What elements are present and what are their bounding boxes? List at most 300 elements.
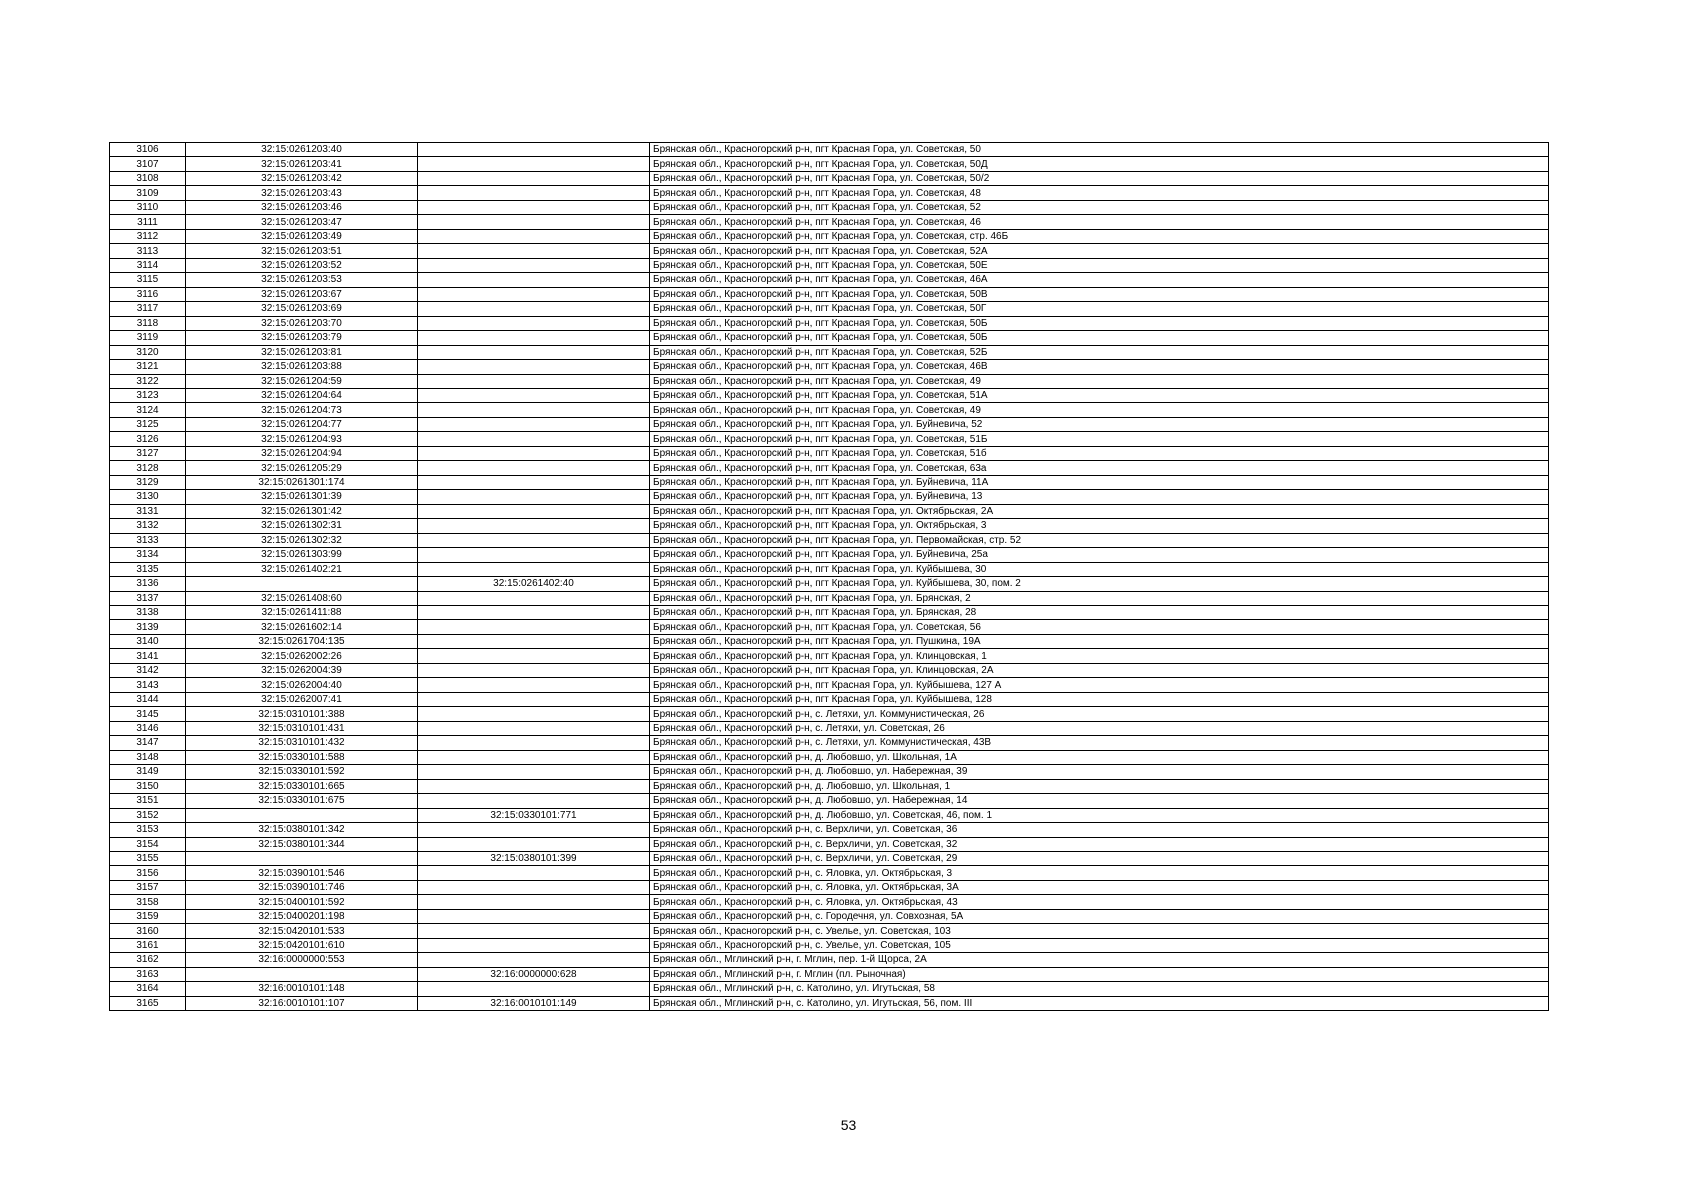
table-row (110, 186, 1549, 200)
premises-cadastral-number-cell (418, 533, 650, 547)
premises-cadastral-number-cell (418, 331, 650, 345)
table-row (110, 273, 1549, 287)
table-row (110, 953, 1549, 967)
table-row (110, 360, 1549, 374)
row-number: 3138 (110, 606, 186, 620)
address-cell: Брянская обл., Красногорский р-н, пгт Красная Гора, ул. Советская, 56 (650, 620, 1549, 634)
premises-cadastral-number-cell (418, 302, 650, 316)
cadastral-number-cell: 32:15:0330101:588 (186, 750, 418, 764)
address-cell: Брянская обл., Красногорский р-н, пгт Красная Гора, ул. Советская, 51А (650, 388, 1549, 402)
address-cell: Брянская обл., Мглинский р-н, с. Католино, ул. Игутьская, 56, пом. III (650, 996, 1549, 1010)
row-number: 3139 (110, 620, 186, 634)
premises-cadastral-number-cell (418, 403, 650, 417)
address-cell: Брянская обл., Красногорский р-н, пгт Красная Гора, ул. Куйбышева, 30 (650, 562, 1549, 576)
address-cell: Брянская обл., Красногорский р-н, пгт Красная Гора, ул. Советская, 46В (650, 360, 1549, 374)
address-cell: Брянская обл., Красногорский р-н, с. Летяхи, ул. Коммунистическая, 43В (650, 736, 1549, 750)
address-cell: Брянская обл., Красногорский р-н, пгт Красная Гора, ул. Советская, 50Б (650, 331, 1549, 345)
row-number: 3164 (110, 982, 186, 996)
premises-cadastral-number-cell (418, 837, 650, 851)
premises-cadastral-number-cell (418, 186, 650, 200)
premises-cadastral-number-cell (418, 924, 650, 938)
premises-cadastral-number-cell (418, 721, 650, 735)
premises-cadastral-number-cell (418, 374, 650, 388)
premises-cadastral-number-cell (418, 244, 650, 258)
address-cell: Брянская обл., Красногорский р-н, пгт Красная Гора, ул. Советская, 50Д (650, 157, 1549, 171)
row-number: 3127 (110, 446, 186, 460)
row-number: 3134 (110, 548, 186, 562)
table-row (110, 678, 1549, 692)
address-cell: Брянская обл., Красногорский р-н, пгт Красная Гора, ул. Буйневича, 11А (650, 475, 1549, 489)
cadastral-number-cell: 32:15:0262004:40 (186, 678, 418, 692)
address-cell: Брянская обл., Красногорский р-н, пгт Красная Гора, ул. Клинцовская, 1 (650, 649, 1549, 663)
table-row (110, 765, 1549, 779)
cadastral-number-cell: 32:15:0261204:94 (186, 446, 418, 460)
row-number: 3124 (110, 403, 186, 417)
table-row (110, 316, 1549, 330)
row-number: 3141 (110, 649, 186, 663)
premises-cadastral-number-cell (418, 446, 650, 460)
table-row (110, 866, 1549, 880)
address-cell: Брянская обл., Красногорский р-н, д. Любовшо, ул. Школьная, 1А (650, 750, 1549, 764)
cadastral-number-cell: 32:15:0262002:26 (186, 649, 418, 663)
table-row (110, 548, 1549, 562)
table-row (110, 736, 1549, 750)
cadastral-number-cell: 32:15:0261408:60 (186, 591, 418, 605)
premises-cadastral-number-cell (418, 794, 650, 808)
address-cell: Брянская обл., Красногорский р-н, пгт Красная Гора, ул. Советская, 46 (650, 215, 1549, 229)
row-number: 3109 (110, 186, 186, 200)
row-number: 3150 (110, 779, 186, 793)
table-row (110, 823, 1549, 837)
table-row (110, 692, 1549, 706)
cadastral-number-cell (186, 577, 418, 591)
cadastral-number-cell: 32:15:0390101:546 (186, 866, 418, 880)
cadastral-number-cell: 32:15:0380101:344 (186, 837, 418, 851)
cadastral-number-cell: 32:15:0261204:59 (186, 374, 418, 388)
cadastral-number-cell: 32:15:0261204:73 (186, 403, 418, 417)
table-row (110, 880, 1549, 894)
row-number: 3154 (110, 837, 186, 851)
table-row (110, 215, 1549, 229)
row-number: 3161 (110, 938, 186, 952)
row-number: 3140 (110, 634, 186, 648)
address-cell: Брянская обл., Красногорский р-н, пгт Красная Гора, ул. Советская, 51б (650, 446, 1549, 460)
row-number: 3118 (110, 316, 186, 330)
cadastral-number-cell: 32:16:0010101:148 (186, 982, 418, 996)
cadastral-number-cell: 32:15:0261203:49 (186, 229, 418, 243)
table-row (110, 388, 1549, 402)
premises-cadastral-number-cell (418, 519, 650, 533)
address-cell: Брянская обл., Красногорский р-н, пгт Красная Гора, ул. Советская, 48 (650, 186, 1549, 200)
cadastral-number-cell: 32:15:0261301:174 (186, 475, 418, 489)
address-cell: Брянская обл., Красногорский р-н, пгт Красная Гора, ул. Советская, 63а (650, 461, 1549, 475)
table-row (110, 461, 1549, 475)
premises-cadastral-number-cell (418, 171, 650, 185)
address-cell: Брянская обл., Красногорский р-н, с. Летяхи, ул. Советская, 26 (650, 721, 1549, 735)
cadastral-number-cell: 32:15:0261203:41 (186, 157, 418, 171)
premises-cadastral-number-cell (418, 360, 650, 374)
address-cell: Брянская обл., Красногорский р-н, пгт Красная Гора, ул. Советская, 52Б (650, 345, 1549, 359)
premises-cadastral-number-cell (418, 548, 650, 562)
cadastral-number-cell: 32:15:0261205:29 (186, 461, 418, 475)
row-number: 3115 (110, 273, 186, 287)
row-number: 3112 (110, 229, 186, 243)
cadastral-number-cell (186, 967, 418, 981)
cadastral-number-cell: 32:15:0262004:39 (186, 663, 418, 677)
cadastral-number-cell: 32:15:0261203:70 (186, 316, 418, 330)
premises-cadastral-number-cell (418, 692, 650, 706)
table-row (110, 504, 1549, 518)
premises-cadastral-number-cell: 32:16:0000000:628 (418, 967, 650, 981)
address-cell: Брянская обл., Красногорский р-н, пгт Красная Гора, ул. Советская, 50Е (650, 258, 1549, 272)
premises-cadastral-number-cell: 32:15:0261402:40 (418, 577, 650, 591)
row-number: 3125 (110, 417, 186, 431)
cadastral-number-cell: 32:15:0261203:53 (186, 273, 418, 287)
premises-cadastral-number-cell (418, 143, 650, 157)
row-number: 3106 (110, 143, 186, 157)
premises-cadastral-number-cell (418, 345, 650, 359)
premises-cadastral-number-cell (418, 215, 650, 229)
address-cell: Брянская обл., Красногорский р-н, пгт Красная Гора, ул. Первомайская, стр. 52 (650, 533, 1549, 547)
table-row (110, 302, 1549, 316)
address-cell: Брянская обл., Мглинский р-н, г. Мглин (пл. Рыночная) (650, 967, 1549, 981)
row-number: 3148 (110, 750, 186, 764)
table-row (110, 331, 1549, 345)
address-cell: Брянская обл., Красногорский р-н, пгт Красная Гора, ул. Советская, стр. 46Б (650, 229, 1549, 243)
cadastral-number-cell: 32:15:0262007:41 (186, 692, 418, 706)
table-row (110, 229, 1549, 243)
table-row (110, 562, 1549, 576)
cadastral-number-cell: 32:15:0261203:42 (186, 171, 418, 185)
row-number: 3135 (110, 562, 186, 576)
cadastral-number-cell: 32:15:0261204:93 (186, 432, 418, 446)
address-cell: Брянская обл., Красногорский р-н, д. Любовшо, ул. Школьная, 1 (650, 779, 1549, 793)
address-cell: Брянская обл., Красногорский р-н, пгт Красная Гора, ул. Клинцовская, 2А (650, 663, 1549, 677)
address-cell: Брянская обл., Красногорский р-н, пгт Красная Гора, ул. Брянская, 2 (650, 591, 1549, 605)
address-cell: Брянская обл., Красногорский р-н, пгт Красная Гора, ул. Октябрьская, 2А (650, 504, 1549, 518)
row-number: 3158 (110, 895, 186, 909)
premises-cadastral-number-cell (418, 895, 650, 909)
address-cell: Брянская обл., Красногорский р-н, д. Любовшо, ул. Набережная, 39 (650, 765, 1549, 779)
table-row (110, 707, 1549, 721)
premises-cadastral-number-cell (418, 388, 650, 402)
premises-cadastral-number-cell (418, 953, 650, 967)
address-cell: Брянская обл., Мглинский р-н, с. Католино, ул. Игутьская, 58 (650, 982, 1549, 996)
address-cell: Брянская обл., Красногорский р-н, с. Верхличи, ул. Советская, 29 (650, 851, 1549, 865)
cadastral-number-cell: 32:15:0420101:610 (186, 938, 418, 952)
table-row (110, 475, 1549, 489)
row-number: 3157 (110, 880, 186, 894)
row-number: 3159 (110, 909, 186, 923)
cadastral-number-cell: 32:15:0261203:46 (186, 200, 418, 214)
premises-cadastral-number-cell (418, 461, 650, 475)
row-number: 3156 (110, 866, 186, 880)
table-row (110, 967, 1549, 981)
cadastral-number-cell: 32:15:0261402:21 (186, 562, 418, 576)
row-number: 3133 (110, 533, 186, 547)
table-row (110, 909, 1549, 923)
row-number: 3142 (110, 663, 186, 677)
table-row (110, 533, 1549, 547)
row-number: 3136 (110, 577, 186, 591)
cadastral-number-cell: 32:15:0261302:32 (186, 533, 418, 547)
address-cell: Брянская обл., Красногорский р-н, с. Летяхи, ул. Коммунистическая, 26 (650, 707, 1549, 721)
table-row (110, 837, 1549, 851)
table-row (110, 446, 1549, 460)
premises-cadastral-number-cell (418, 823, 650, 837)
table-row (110, 577, 1549, 591)
cadastral-number-cell: 32:15:0330101:592 (186, 765, 418, 779)
table-row (110, 287, 1549, 301)
premises-cadastral-number-cell (418, 200, 650, 214)
row-number: 3160 (110, 924, 186, 938)
premises-cadastral-number-cell (418, 432, 650, 446)
row-number: 3113 (110, 244, 186, 258)
premises-cadastral-number-cell (418, 417, 650, 431)
table-row (110, 996, 1549, 1010)
table-row (110, 721, 1549, 735)
address-cell: Брянская обл., Красногорский р-н, с. Городечня, ул. Совхозная, 5А (650, 909, 1549, 923)
row-number: 3110 (110, 200, 186, 214)
premises-cadastral-number-cell (418, 620, 650, 634)
cadastral-number-cell: 32:15:0261203:43 (186, 186, 418, 200)
address-cell: Брянская обл., Красногорский р-н, с. Яловка, ул. Октябрьская, 3А (650, 880, 1549, 894)
table-row (110, 895, 1549, 909)
row-number: 3143 (110, 678, 186, 692)
table-row (110, 345, 1549, 359)
table-row (110, 403, 1549, 417)
table-row (110, 143, 1549, 157)
row-number: 3114 (110, 258, 186, 272)
cadastral-number-cell (186, 851, 418, 865)
table-row (110, 649, 1549, 663)
cadastral-number-cell: 32:15:0261203:40 (186, 143, 418, 157)
cadastral-number-cell: 32:15:0310101:388 (186, 707, 418, 721)
row-number: 3149 (110, 765, 186, 779)
row-number: 3151 (110, 794, 186, 808)
table-row (110, 634, 1549, 648)
premises-cadastral-number-cell (418, 866, 650, 880)
address-cell: Брянская обл., Красногорский р-н, с. Яловка, ул. Октябрьская, 3 (650, 866, 1549, 880)
premises-cadastral-number-cell (418, 634, 650, 648)
address-cell: Брянская обл., Красногорский р-н, пгт Красная Гора, ул. Советская, 52А (650, 244, 1549, 258)
address-cell: Брянская обл., Красногорский р-н, с. Верхличи, ул. Советская, 36 (650, 823, 1549, 837)
premises-cadastral-number-cell (418, 707, 650, 721)
premises-cadastral-number-cell (418, 490, 650, 504)
row-number: 3153 (110, 823, 186, 837)
table-row (110, 924, 1549, 938)
row-number: 3146 (110, 721, 186, 735)
table-row (110, 417, 1549, 431)
premises-cadastral-number-cell (418, 938, 650, 952)
cadastral-number-cell: 32:15:0261303:99 (186, 548, 418, 562)
table-row (110, 938, 1549, 952)
address-cell: Брянская обл., Красногорский р-н, пгт Красная Гора, ул. Брянская, 28 (650, 606, 1549, 620)
address-cell: Брянская обл., Красногорский р-н, пгт Красная Гора, ул. Советская, 49 (650, 403, 1549, 417)
premises-cadastral-number-cell (418, 258, 650, 272)
row-number: 3122 (110, 374, 186, 388)
table-row (110, 157, 1549, 171)
address-cell: Брянская обл., Красногорский р-н, пгт Красная Гора, ул. Октябрьская, 3 (650, 519, 1549, 533)
table-row (110, 779, 1549, 793)
address-cell: Брянская обл., Красногорский р-н, пгт Красная Гора, ул. Советская, 46А (650, 273, 1549, 287)
table-row (110, 851, 1549, 865)
cadastral-number-cell: 32:15:0261411:88 (186, 606, 418, 620)
premises-cadastral-number-cell (418, 475, 650, 489)
address-cell: Брянская обл., Красногорский р-н, д. Любовшо, ул. Советская, 46, пом. 1 (650, 808, 1549, 822)
cadastral-number-cell: 32:15:0261602:14 (186, 620, 418, 634)
cadastral-number-cell: 32:16:0000000:553 (186, 953, 418, 967)
table-row (110, 374, 1549, 388)
address-cell: Брянская обл., Красногорский р-н, д. Любовшо, ул. Набережная, 14 (650, 794, 1549, 808)
row-number: 3108 (110, 171, 186, 185)
cadastral-number-cell (186, 808, 418, 822)
cadastral-number-cell: 32:15:0261301:42 (186, 504, 418, 518)
row-number: 3107 (110, 157, 186, 171)
address-cell: Брянская обл., Красногорский р-н, пгт Красная Гора, ул. Советская, 51Б (650, 432, 1549, 446)
row-number: 3144 (110, 692, 186, 706)
row-number: 3116 (110, 287, 186, 301)
row-number: 3128 (110, 461, 186, 475)
cadastral-number-cell: 32:15:0310101:432 (186, 736, 418, 750)
cadastral-number-cell: 32:15:0261203:47 (186, 215, 418, 229)
address-cell: Брянская обл., Красногорский р-н, с. Верхличи, ул. Советская, 32 (650, 837, 1549, 851)
row-number: 3147 (110, 736, 186, 750)
premises-cadastral-number-cell (418, 316, 650, 330)
cadastral-number-cell: 32:15:0261704:135 (186, 634, 418, 648)
row-number: 3137 (110, 591, 186, 605)
table-row (110, 171, 1549, 185)
address-cell: Брянская обл., Красногорский р-н, пгт Красная Гора, ул. Советская, 50В (650, 287, 1549, 301)
address-cell: Брянская обл., Красногорский р-н, пгт Красная Гора, ул. Куйбышева, 128 (650, 692, 1549, 706)
premises-cadastral-number-cell (418, 779, 650, 793)
row-number: 3132 (110, 519, 186, 533)
cadastral-number-cell: 32:15:0390101:746 (186, 880, 418, 894)
cadastral-number-cell: 32:15:0261203:81 (186, 345, 418, 359)
row-number: 3165 (110, 996, 186, 1010)
cadastral-number-cell: 32:15:0330101:675 (186, 794, 418, 808)
premises-cadastral-number-cell: 32:16:0010101:149 (418, 996, 650, 1010)
cadastral-number-cell: 32:15:0400101:592 (186, 895, 418, 909)
premises-cadastral-number-cell (418, 273, 650, 287)
row-number: 3155 (110, 851, 186, 865)
row-number: 3145 (110, 707, 186, 721)
row-number: 3119 (110, 331, 186, 345)
row-number: 3126 (110, 432, 186, 446)
registry-table (109, 142, 1549, 1011)
row-number: 3129 (110, 475, 186, 489)
row-number: 3130 (110, 490, 186, 504)
row-number: 3162 (110, 953, 186, 967)
premises-cadastral-number-cell (418, 606, 650, 620)
registry-table-body (110, 143, 1549, 1011)
address-cell: Брянская обл., Красногорский р-н, пгт Красная Гора, ул. Советская, 50/2 (650, 171, 1549, 185)
premises-cadastral-number-cell (418, 750, 650, 764)
row-number: 3111 (110, 215, 186, 229)
cadastral-number-cell: 32:15:0261203:52 (186, 258, 418, 272)
address-cell: Брянская обл., Красногорский р-н, пгт Красная Гора, ул. Буйневича, 13 (650, 490, 1549, 504)
cadastral-number-cell: 32:15:0310101:431 (186, 721, 418, 735)
cadastral-number-cell: 32:15:0261204:64 (186, 388, 418, 402)
table-row (110, 244, 1549, 258)
cadastral-number-cell: 32:15:0261204:77 (186, 417, 418, 431)
premises-cadastral-number-cell (418, 982, 650, 996)
cadastral-number-cell: 32:15:0330101:665 (186, 779, 418, 793)
row-number: 3121 (110, 360, 186, 374)
address-cell: Брянская обл., Красногорский р-н, пгт Красная Гора, ул. Советская, 50 (650, 143, 1549, 157)
address-cell: Брянская обл., Красногорский р-н, пгт Красная Гора, ул. Пушкина, 19А (650, 634, 1549, 648)
premises-cadastral-number-cell (418, 229, 650, 243)
table-row (110, 258, 1549, 272)
cadastral-number-cell: 32:15:0261203:79 (186, 331, 418, 345)
premises-cadastral-number-cell (418, 736, 650, 750)
page-number: 53 (840, 1117, 857, 1133)
table-row (110, 200, 1549, 214)
premises-cadastral-number-cell (418, 765, 650, 779)
table-row (110, 808, 1549, 822)
cadastral-number-cell: 32:15:0380101:342 (186, 823, 418, 837)
address-cell: Брянская обл., Красногорский р-н, с. Яловка, ул. Октябрьская, 43 (650, 895, 1549, 909)
address-cell: Брянская обл., Красногорский р-н, пгт Красная Гора, ул. Куйбышева, 127 А (650, 678, 1549, 692)
premises-cadastral-number-cell (418, 649, 650, 663)
table-row (110, 620, 1549, 634)
table-row (110, 982, 1549, 996)
address-cell: Брянская обл., Красногорский р-н, пгт Красная Гора, ул. Буйневича, 25а (650, 548, 1549, 562)
address-cell: Брянская обл., Красногорский р-н, пгт Красная Гора, ул. Советская, 52 (650, 200, 1549, 214)
cadastral-number-cell: 32:15:0261203:69 (186, 302, 418, 316)
address-cell: Брянская обл., Красногорский р-н, пгт Красная Гора, ул. Куйбышева, 30, пом. 2 (650, 577, 1549, 591)
premises-cadastral-number-cell: 32:15:0380101:399 (418, 851, 650, 865)
cadastral-number-cell: 32:15:0261203:51 (186, 244, 418, 258)
premises-cadastral-number-cell (418, 591, 650, 605)
table-row (110, 591, 1549, 605)
cadastral-number-cell: 32:15:0261301:39 (186, 490, 418, 504)
table-row (110, 519, 1549, 533)
table-row (110, 432, 1549, 446)
cadastral-number-cell: 32:15:0420101:533 (186, 924, 418, 938)
address-cell: Брянская обл., Красногорский р-н, пгт Красная Гора, ул. Буйневича, 52 (650, 417, 1549, 431)
table-row (110, 663, 1549, 677)
address-cell: Брянская обл., Красногорский р-н, пгт Красная Гора, ул. Советская, 50Г (650, 302, 1549, 316)
row-number: 3152 (110, 808, 186, 822)
table-row (110, 794, 1549, 808)
premises-cadastral-number-cell (418, 909, 650, 923)
row-number: 3163 (110, 967, 186, 981)
cadastral-number-cell: 32:15:0261302:31 (186, 519, 418, 533)
table-row (110, 750, 1549, 764)
row-number: 3120 (110, 345, 186, 359)
premises-cadastral-number-cell (418, 562, 650, 576)
premises-cadastral-number-cell (418, 157, 650, 171)
premises-cadastral-number-cell (418, 287, 650, 301)
cadastral-number-cell: 32:15:0261203:67 (186, 287, 418, 301)
table-row (110, 490, 1549, 504)
premises-cadastral-number-cell (418, 504, 650, 518)
address-cell: Брянская обл., Красногорский р-н, пгт Красная Гора, ул. Советская, 49 (650, 374, 1549, 388)
address-cell: Брянская обл., Мглинский р-н, г. Мглин, пер. 1-й Щорса, 2А (650, 953, 1549, 967)
premises-cadastral-number-cell (418, 678, 650, 692)
premises-cadastral-number-cell (418, 880, 650, 894)
row-number: 3117 (110, 302, 186, 316)
table-row (110, 606, 1549, 620)
address-cell: Брянская обл., Красногорский р-н, с. Увелье, ул. Советская, 103 (650, 924, 1549, 938)
cadastral-number-cell: 32:15:0261203:88 (186, 360, 418, 374)
cadastral-number-cell: 32:16:0010101:107 (186, 996, 418, 1010)
premises-cadastral-number-cell: 32:15:0330101:771 (418, 808, 650, 822)
address-cell: Брянская обл., Красногорский р-н, пгт Красная Гора, ул. Советская, 50Б (650, 316, 1549, 330)
premises-cadastral-number-cell (418, 663, 650, 677)
row-number: 3123 (110, 388, 186, 402)
